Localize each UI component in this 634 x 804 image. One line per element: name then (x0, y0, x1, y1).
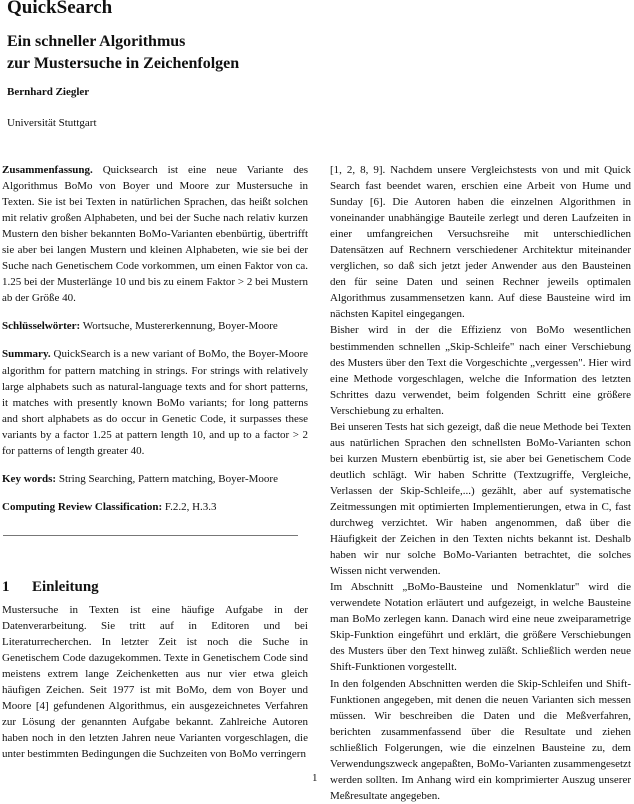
right-paragraph-1: [1, 2, 8, 9]. Nachdem unsere Vergleichstests von und mit Quick Search fast beendet waren, erschien eine Arbeit von Hume und Sunday [6]. Die Autoren haben die einzelnen Algorithmen in voneinander unabhängige Bauteile zerlegt und deren Laufzeiten in einer umfangreichen Versuchsreihe mit unterschiedlichen Datensätzen auf Rechnern verschiedener Architektur miteinander verglichen, so daß sich jetzt jeder Anwender aus den Bausteinen den für seine Daten und seinen Rechner jeweils optimalen Algorithmus zusammensetzen kann. Auf diese Bausteine wird im nächsten Kapitel eingegangen. (330, 164, 631, 321)
intro-paragraph: Mustersuche in Texten ist eine häufige Aufgabe in der Datenverarbeitung. Sie tritt auf in Editoren und bei Literaturrecherchen. In letzter Zeit ist noch die Suche in Genetischem Code dazugekommen. Texte in Genetischem Code sind meistens extrem lange Zeichenketten aus nur vier etwa gleich häufigen Zeichen. Seit 1977 ist mit BoMo, dem von Boyer und Moore [4] gefundenen Algorithmus, ein ausgezeichnetes Verfahren zur Lösung der genannten Aufgabe bekannt. Zahlreiche Autoren haben noch in den letzten Jahren neue Varianten vorgeschlagen, die unter bestimmten Bedingungen die Suchzeiten von BoMo verringern (2, 604, 308, 761)
right-paragraph-3: Bei unseren Tests hat sich gezeigt, daß die neue Methode bei Texten aus natürlichen Sprachen den schnellsten BoMo-Varianten schon bei kurzen Mustern ebenbürtig ist, sie aber bei Genetischem Code deutlich schlägt. Wir haben Schritte (Textzugriffe, Vergleiche, Verlassen der Skip-Schleife,...) gezählt, aber auf systematische Zeitmessungen mit optimierten Implementierungen, etwa in C, fast durchweg verzichtet. Wir haben angenommen, daß über die Häufigkeit der Zeichen in den Texten nichts bekannt ist. Deshalb haben wir nur solche BoMo-Varianten betrachtet, die solches Wissen nicht verwenden. (330, 420, 631, 578)
abstract-english-label: Summary. (2, 348, 51, 361)
right-paragraph-5: In den folgenden Abschnitten werden die Skip-Schleifen und Shift-Funktionen angegeben, mit denen die neuen Varianten sich messen müssen. Wir beschreiben die Daten und die Meßverfahren, berichten zusammenfassend über die Resultate und ziehen schließlich Folgerungen, wie die einzelnen Bausteine zu, dem Verwendungszweck angepaßten, BoMo-Varianten zusammengesetzt werden sollten. Im Anhang wird ein komprimierter Auszug unserer Meßresultate angegeben. (330, 677, 631, 802)
abstract-english (2, 346, 308, 458)
right-paragraph-2: Bisher wird in der die Effizienz von BoMo wesentlichen bestimmenden schnellen „Skip-Schleife" nach einer Verschiebung des Musters über den Text die Vorgeschichte „vergessen". Hier wird eine Methode vorgeschlagen, welche die Information des letzten Schrittes dazu verwendet, beim folgenden Schritt eine größere Verschiebung zu erhalten. (330, 324, 631, 417)
author-affiliation: Universität Stuttgart (7, 117, 97, 129)
paper-title: QuickSearch (7, 0, 113, 18)
abstract-german-label: Zusammenfassung. (2, 164, 93, 176)
abstract-german-text: Quicksearch ist eine neue Variante des Algorithmus BoMo von Boyer und Moore zur Mustersuche in Texten. Sie ist bei Texten in natürlichen Sprachen, das heißt solchen mit relativ großen Alphabeten, und bei der Suche nach relativ kurzen Mustern den bisher bekannten BoMo-Varianten ebenbürtig, übertrifft sie aber bei langen Mustern und kleinen Alphabeten, wie sie bei der Suche nach Genetischem Code vorkommen, um einen Faktor von ca. 1.25 bei der Musterlänge 10 und bis zu einem Faktor > 2 bei Mustern ab der Größe 40. (2, 164, 308, 305)
right-column (330, 162, 631, 804)
keywords-german-label: Schlüsselwörter: (2, 320, 81, 333)
subtitle-line-1: Ein schneller Algorithmus (7, 33, 186, 50)
subtitle-line-2: zur Mustersuche in Zeichenfolgen (7, 55, 240, 72)
keywords-english-text: String Searching, Pattern matching, Boyer-Moore (58, 472, 278, 485)
section-body-einleitung (2, 602, 308, 762)
section-heading-einleitung (2, 579, 99, 596)
abstract-english-text: QuickSearch is a new variant of BoMo, the Boyer-Moore algorithm for pattern matching in strings. For strings with relatively large alphabets such as natural-language texts and for short patterns, it matches with presently known BoMo variants; for long patterns and short alphabets as do occur in Genetic Code, it surpasses these variants by a factor 1.25 at pattern length 10, and up to a factor > 2 for patterns of length greater 40. (2, 348, 308, 457)
keywords-german (2, 318, 308, 334)
section-divider (3, 535, 298, 536)
right-paragraph-4: Im Abschnitt „BoMo-Bausteine und Nomenklatur" wird die verwendete Notation erläutert und aufgezeigt, in welche Bausteine man BoMo zerlegen kann. Danach wird eine neue zweiparametrige Skip-Funktion eingeführt und erklärt, die größere Verschiebungen des Musters über den Text hinweg zuläßt. Schließlich werden neue Shift-Funktionen vorgestellt. (330, 581, 631, 674)
section-title: Einleitung (32, 579, 99, 595)
crc-label: Computing Review Classification: (2, 500, 163, 513)
paper-subtitle (7, 31, 239, 75)
abstract-german (2, 162, 308, 306)
page-number: 1 (312, 772, 318, 784)
keywords-english-label: Key words: (2, 472, 57, 485)
keywords-english (2, 471, 308, 487)
author-name: Bernhard Ziegler (7, 86, 90, 98)
crc-text: F.2.2, H.3.3 (164, 500, 217, 513)
section-number: 1 (2, 579, 10, 595)
keywords-german-text: Wortsuche, Mustererkennung, Boyer-Moore (82, 320, 278, 333)
computing-review-classification (2, 499, 308, 515)
abstract-column (2, 162, 308, 515)
